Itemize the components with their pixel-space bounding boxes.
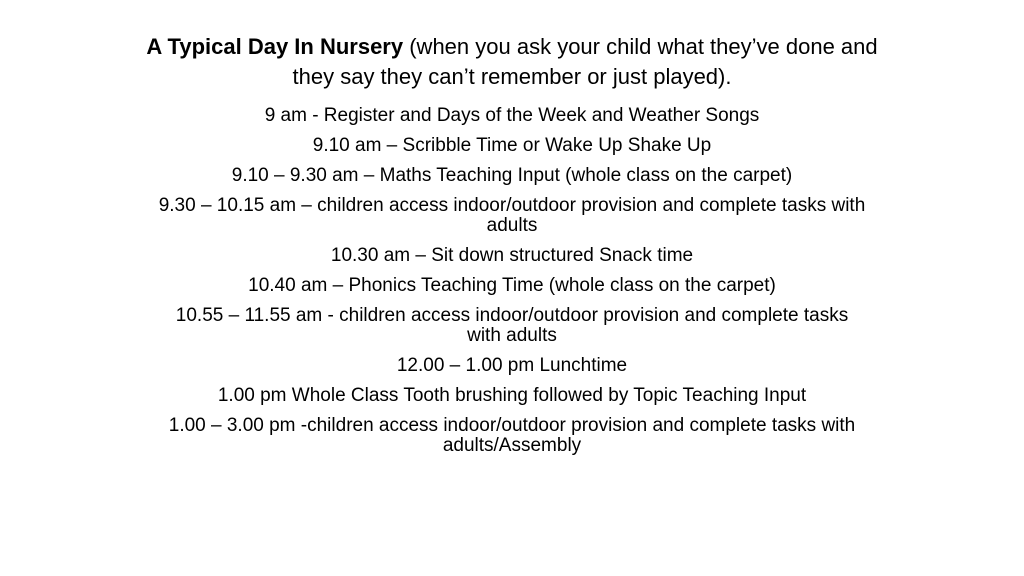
schedule-item: 9.10 – 9.30 am – Maths Teaching Input (whole class on the carpet) xyxy=(231,165,793,186)
schedule-item: 10.55 – 11.55 am - children access indoor/outdoor provision and complete tasks with adults xyxy=(175,305,849,346)
schedule-item: 9.10 am – Scribble Time or Wake Up Shake Up xyxy=(312,135,712,156)
schedule-item: 12.00 – 1.00 pm Lunchtime xyxy=(396,355,628,376)
title-main: A Typical Day In Nursery xyxy=(146,34,404,59)
slide-title xyxy=(140,32,884,92)
schedule-list xyxy=(130,106,894,466)
schedule-item: 9.30 – 10.15 am – children access indoor/outdoor provision and complete tasks with adults xyxy=(158,195,866,236)
schedule-item: 10.30 am – Sit down structured Snack time xyxy=(330,245,694,266)
schedule-item: 10.40 am – Phonics Teaching Time (whole class on the carpet) xyxy=(248,275,776,296)
title-subtitle: (when you ask your child what they’ve done and they say they can’t remember or just played). xyxy=(292,34,878,89)
schedule-item: 9 am - Register and Days of the Week and Weather Songs xyxy=(264,105,760,126)
schedule-item: 1.00 pm Whole Class Tooth brushing followed by Topic Teaching Input xyxy=(217,385,807,406)
schedule-item: 1.00 – 3.00 pm -children access indoor/outdoor provision and complete tasks with adults/Assembly xyxy=(168,415,856,456)
